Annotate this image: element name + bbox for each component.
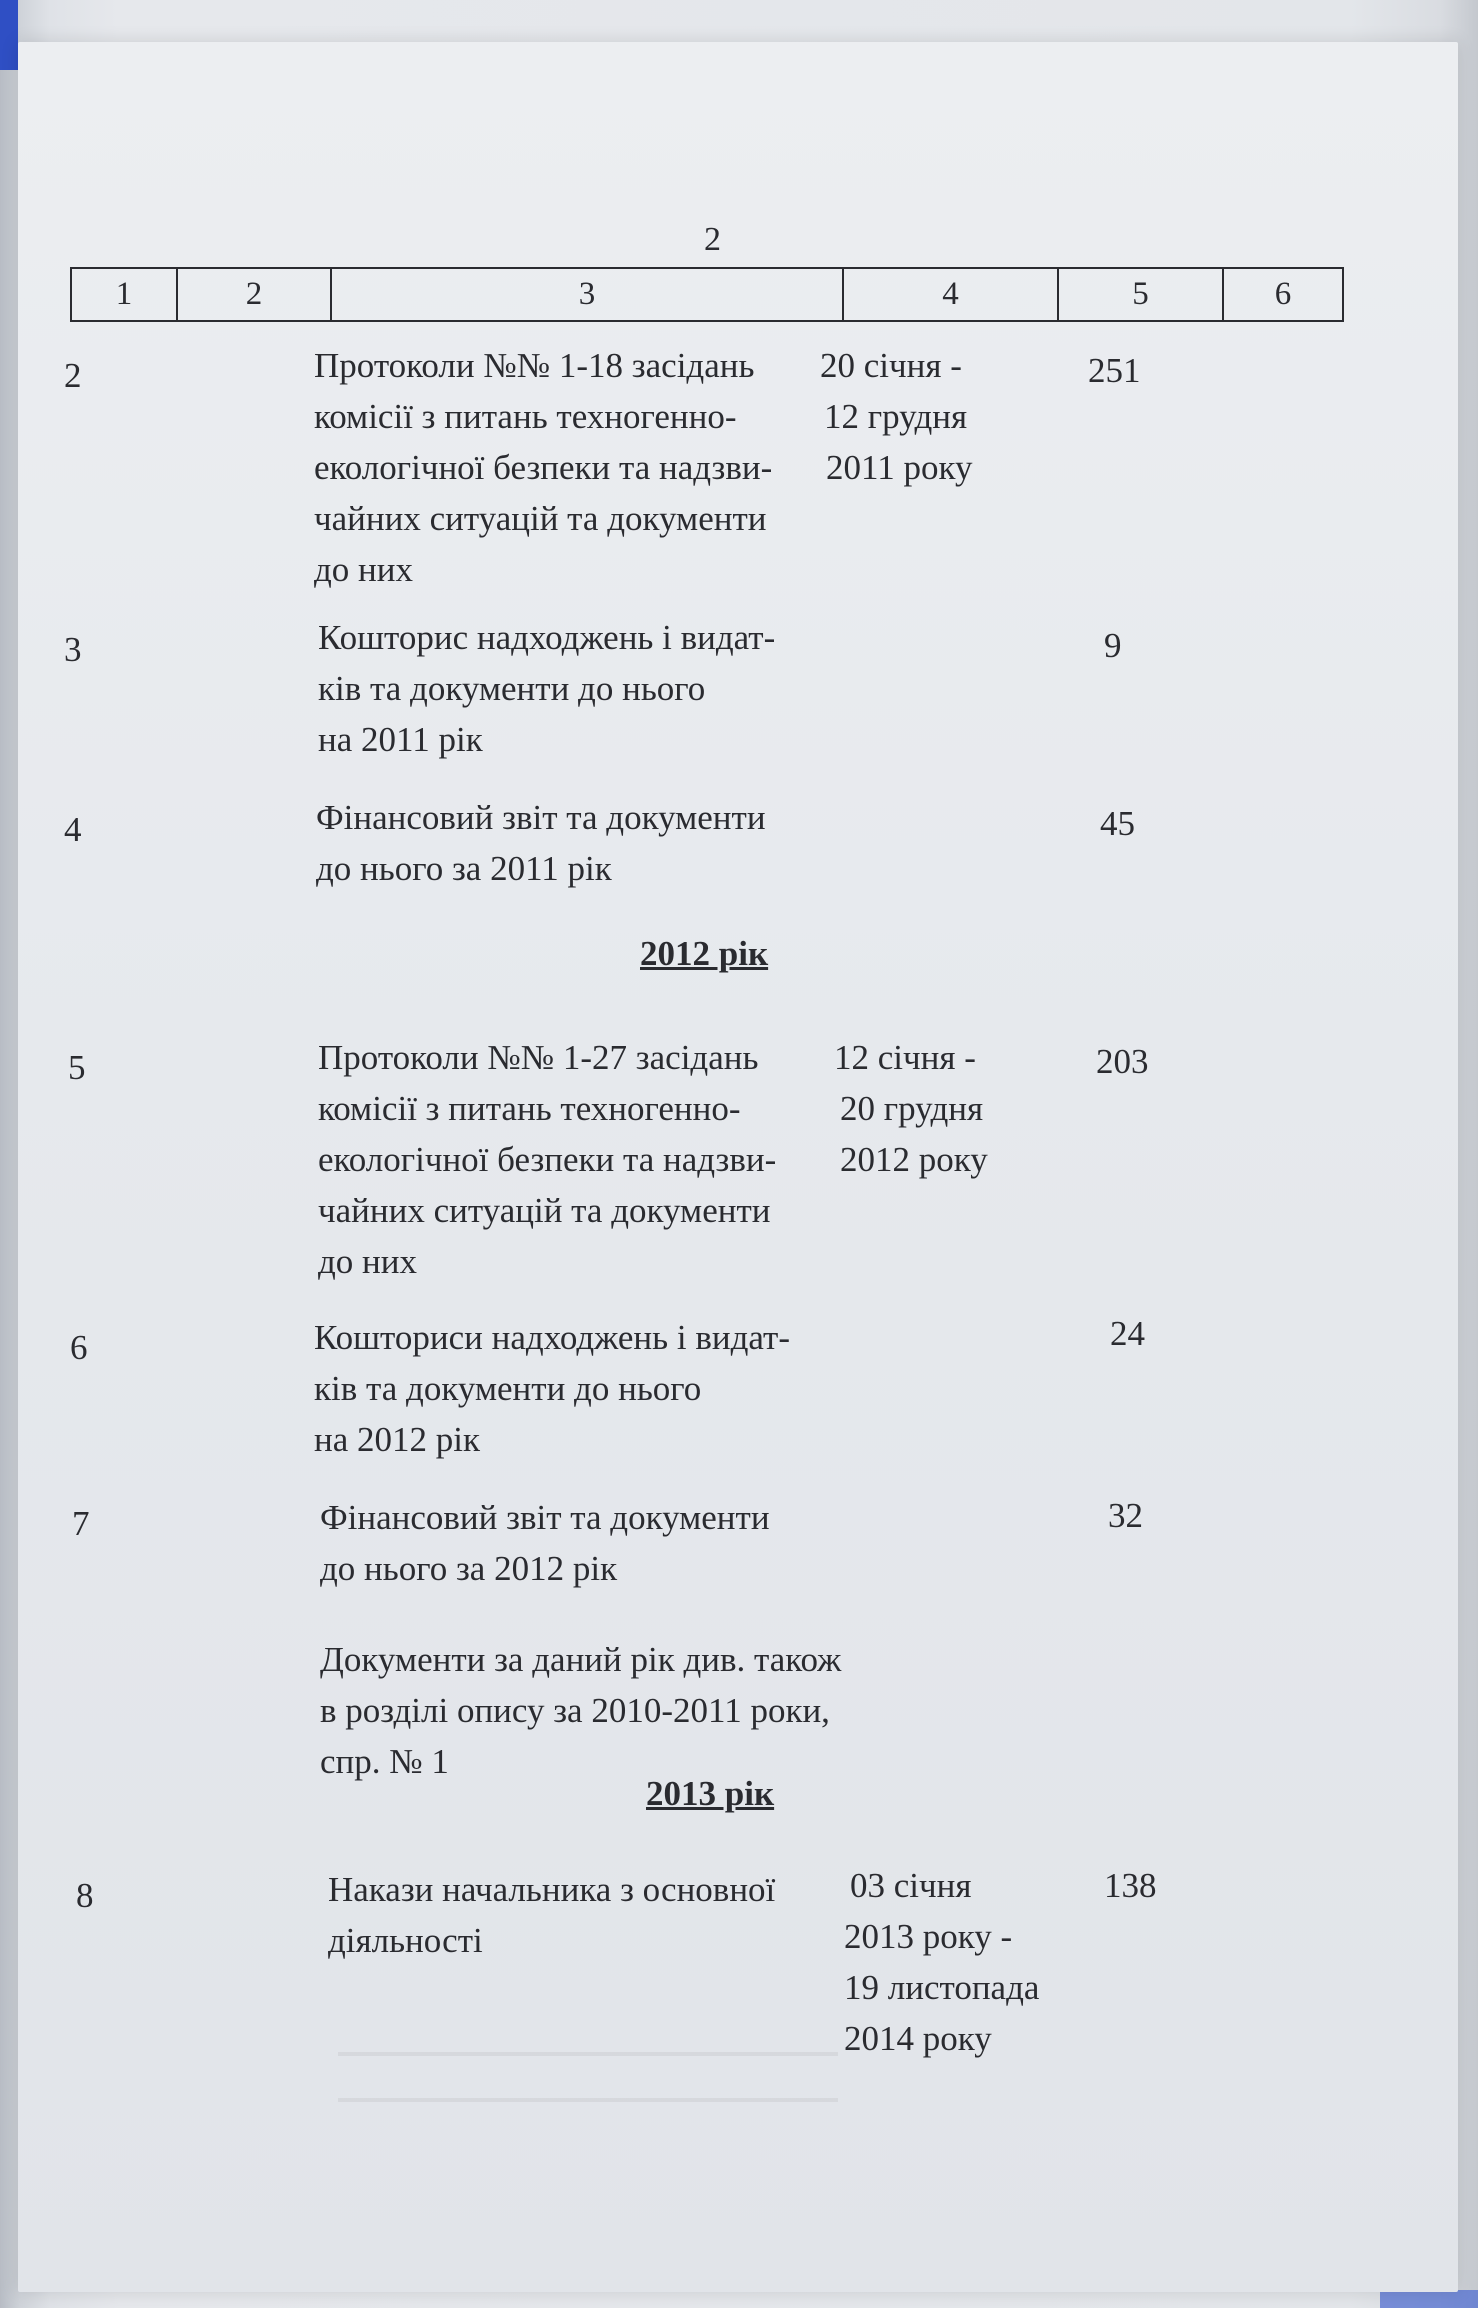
entry-date-line: 2013 року -: [844, 1917, 1013, 1956]
entry-title-line: чайних ситуацій та документи: [314, 499, 767, 538]
entry-title: [316, 792, 876, 894]
entry-number: 2: [64, 356, 82, 395]
year-heading-2012: 2012 рік: [640, 934, 769, 973]
entry-sheet-count: 45: [1100, 804, 1135, 843]
entry-title-line: Фінансовий звіт та документи: [316, 798, 766, 837]
document-page: [18, 42, 1458, 2292]
column-header-2: 2: [177, 268, 331, 321]
entry-title-line: Протоколи №№ 1-18 засідань: [314, 346, 755, 385]
entry-dates: [834, 1032, 1074, 1185]
entry-title: [314, 340, 874, 595]
entry-number: 8: [76, 1876, 94, 1915]
entry-title: [320, 1492, 880, 1594]
entry-title-line: чайних ситуацій та документи: [318, 1191, 771, 1230]
entry-title-line: Кошториси надходжень і видат-: [314, 1318, 790, 1357]
entry-title-line: Кошторис надходжень і видат-: [318, 618, 776, 657]
entry-number: 6: [70, 1328, 88, 1367]
note-line: Документи за даний рік див. також: [320, 1640, 842, 1679]
entry-title: [318, 1032, 878, 1287]
entry-title-line: до них: [314, 550, 414, 589]
entry-title-line: ків та документи до нього: [314, 1369, 702, 1408]
entry-number: 7: [72, 1504, 90, 1543]
entry-number: 5: [68, 1048, 86, 1087]
bleed-through-text: [338, 2052, 838, 2122]
note-line: спр. № 1: [320, 1742, 449, 1781]
entry-title-line: екологічної безпеки та надзви-: [318, 1140, 777, 1179]
entry-date-line: 12 грудня: [824, 397, 968, 436]
column-header-1: 1: [71, 268, 177, 321]
entry-sheet-count: 251: [1088, 351, 1141, 390]
entry-title-line: до нього за 2012 рік: [320, 1549, 618, 1588]
entry-date-line: 20 січня -: [820, 346, 962, 385]
entry-title-line: до них: [318, 1242, 418, 1281]
note-line: в розділі опису за 2010-2011 роки,: [320, 1691, 830, 1730]
entry-date-line: 19 листопада: [844, 1968, 1040, 2007]
entry-date-line: 2012 року: [840, 1140, 988, 1179]
entry-dates: [820, 340, 1060, 493]
column-header-6: 6: [1223, 268, 1343, 321]
column-header-table: [70, 267, 1344, 322]
entry-title-line: Фінансовий звіт та документи: [320, 1498, 770, 1537]
entry-date-line: 20 грудня: [840, 1089, 984, 1128]
entry-title-line: екологічної безпеки та надзви-: [314, 448, 773, 487]
entry-title-line: Накази начальника з основної: [328, 1870, 776, 1909]
entry-number: 4: [64, 810, 82, 849]
entry-title-line: на 2012 рік: [314, 1420, 480, 1459]
year-heading-2013: 2013 рік: [646, 1774, 775, 1813]
entry-sheet-count: 24: [1110, 1314, 1145, 1353]
entry-title-line: діяльності: [328, 1921, 483, 1960]
column-header-5: 5: [1058, 268, 1223, 321]
column-header-4: 4: [843, 268, 1058, 321]
entry-date-line: 12 січня -: [834, 1038, 976, 1077]
entry-sheet-count: 9: [1104, 626, 1122, 665]
entry-title: [328, 1864, 888, 1966]
entry-title-line: комісії з питань техногенно-: [318, 1089, 741, 1128]
column-header-row: [71, 268, 1343, 321]
entry-number: 3: [64, 630, 82, 669]
entry-sheet-count: 138: [1104, 1866, 1157, 1905]
entry-sheet-count: 203: [1096, 1042, 1149, 1081]
cross-reference-note: [320, 1634, 940, 1787]
entry-title: [314, 1312, 874, 1465]
entry-title: [318, 612, 878, 765]
binding-edge: [0, 0, 18, 70]
binding-edge-bottom: [1380, 2290, 1478, 2308]
entry-title-line: комісії з питань техногенно-: [314, 397, 737, 436]
entry-title-line: до нього за 2011 рік: [316, 849, 612, 888]
entry-title-line: ків та документи до нього: [318, 669, 706, 708]
entry-dates: [844, 1860, 1084, 2064]
entry-date-line: 2011 року: [826, 448, 973, 487]
entry-sheet-count: 32: [1108, 1496, 1143, 1535]
entry-title-line: на 2011 рік: [318, 720, 483, 759]
entry-date-line: 03 січня: [850, 1866, 972, 1905]
column-header-3: 3: [331, 268, 843, 321]
page-number: 2: [704, 221, 721, 258]
entry-title-line: Протоколи №№ 1-27 засідань: [318, 1038, 759, 1077]
entry-date-line: 2014 року: [844, 2019, 992, 2058]
